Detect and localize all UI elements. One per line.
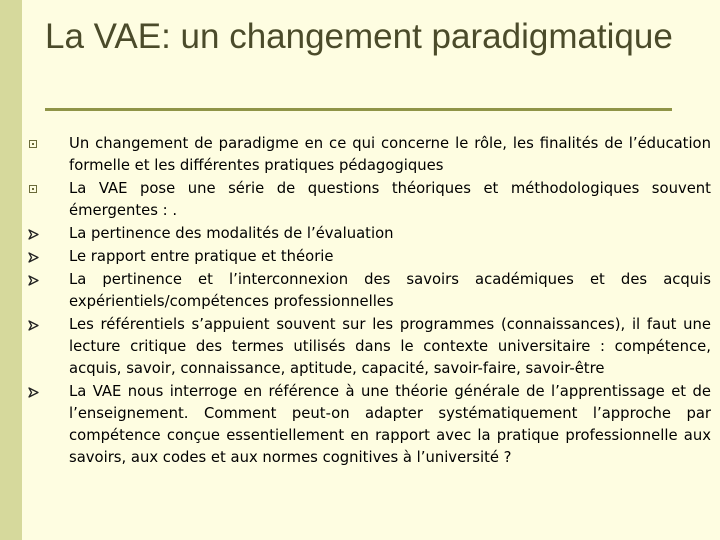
title-underline — [45, 108, 672, 111]
bullet-text: La VAE nous interroge en référence à une théorie générale de l’apprentissage et de l’enseignement. Comment peut-on adapter systématiquement l’approche par compétence conçue essentiellement en rapport avec la pratique professionnelle aux savoirs, aux codes et aux normes cognitives à l’université ? — [69, 383, 711, 466]
bullet-list — [26, 133, 711, 470]
bullet-text: Le rapport entre pratique et théorie — [69, 248, 334, 265]
bullet-text: Un changement de paradigme en ce qui concerne le rôle, les finalités de l’éducation formelle et les différentes pratiques pédagogiques — [69, 135, 711, 174]
bullet-item — [26, 246, 711, 268]
bullet-item — [26, 381, 711, 469]
arrow-bullet-icon — [26, 223, 40, 245]
square-bullet-icon — [26, 178, 40, 200]
bullet-text: La VAE pose une série de questions théoriques et méthodologiques souvent émergentes : . — [69, 180, 711, 219]
slide-title: La VAE: un changement paradigmatique — [45, 17, 673, 56]
bullet-text: La pertinence des modalités de l’évaluation — [69, 225, 394, 242]
bullet-item — [26, 178, 711, 222]
bullet-item — [26, 269, 711, 313]
bullet-text: Les référentiels s’appuient souvent sur les programmes (connaissances), il faut une lecture critique des termes utilisés dans le contexte universitaire : compétence, acquis, savoir, connaissance, aptitude, capacité, savoir-faire, savoir-être — [69, 316, 711, 377]
bullet-item — [26, 314, 711, 380]
decorative-side-bar — [0, 0, 22, 540]
arrow-bullet-icon — [26, 314, 40, 336]
bullet-text: La pertinence et l’interconnexion des savoirs académiques et des acquis expérientiels/compétences professionnelles — [69, 271, 711, 310]
arrow-bullet-icon — [26, 381, 40, 403]
square-bullet-icon — [26, 133, 40, 155]
bullet-item — [26, 223, 711, 245]
arrow-bullet-icon — [26, 246, 40, 268]
arrow-bullet-icon — [26, 269, 40, 291]
bullet-item — [26, 133, 711, 177]
